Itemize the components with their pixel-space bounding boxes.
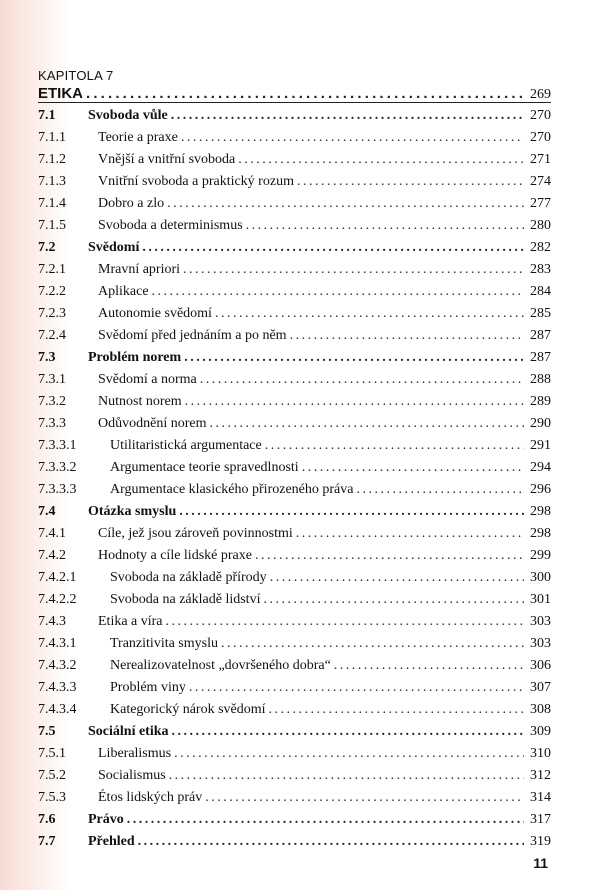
- toc-entry[interactable]: [38, 435, 551, 457]
- toc-entry-page: 312: [530, 768, 551, 783]
- toc-entry-title: Přehled: [88, 834, 135, 849]
- toc-entry[interactable]: [38, 171, 551, 193]
- dot-leader: [183, 259, 524, 281]
- dot-leader: [179, 501, 524, 523]
- toc-entry-number: 7.4.3.1: [38, 636, 77, 651]
- toc-entry-page: 294: [530, 460, 551, 475]
- toc-entry-page: 287: [530, 328, 551, 343]
- toc-entry-page: 283: [530, 262, 551, 277]
- dot-leader: [171, 105, 524, 127]
- toc-entry-number: 7.5: [38, 724, 56, 739]
- toc-entry[interactable]: [38, 567, 551, 589]
- toc-entry-page: 308: [530, 702, 551, 717]
- toc-entry-page: 289: [530, 394, 551, 409]
- toc-entry[interactable]: [38, 677, 551, 699]
- toc-entry-number: 7.1.3: [38, 174, 66, 189]
- toc-entry-page: 314: [530, 790, 551, 805]
- dot-leader: [166, 611, 524, 633]
- dot-leader: [142, 237, 524, 259]
- toc-entry[interactable]: [38, 831, 551, 853]
- toc-entry[interactable]: [38, 281, 551, 303]
- toc-entry-number: 7.5.2: [38, 768, 66, 783]
- toc-entry-title: Sociální etika: [88, 724, 169, 739]
- toc-entry-number: 7.4.2.1: [38, 570, 77, 585]
- toc-entry-page: 271: [530, 152, 551, 167]
- toc-entry-title: Svoboda vůle: [88, 108, 168, 123]
- toc-entry-number: 7.4.3.4: [38, 702, 77, 717]
- toc-entry[interactable]: [38, 479, 551, 501]
- toc-entry-page: 277: [530, 196, 551, 211]
- toc-entry-number: 7.4.3: [38, 614, 66, 629]
- dot-leader: [209, 413, 524, 435]
- toc-entry-title: Právo: [88, 812, 124, 827]
- toc-entry-number: 7.1.2: [38, 152, 66, 167]
- toc-entry[interactable]: [38, 699, 551, 721]
- dot-leader: [127, 809, 524, 831]
- toc-entry-title: Svoboda na základě lidství: [110, 592, 261, 607]
- toc-entry[interactable]: [38, 765, 551, 787]
- toc-entry-page: 288: [530, 372, 551, 387]
- toc-entry-number: 7.1.4: [38, 196, 66, 211]
- toc-entry-number: 7.2.2: [38, 284, 66, 299]
- toc-entry-number: 7.1: [38, 108, 56, 123]
- toc-entry-page: 310: [530, 746, 551, 761]
- dot-leader: [174, 743, 524, 765]
- dot-leader: [255, 545, 524, 567]
- toc-entry[interactable]: [38, 743, 551, 765]
- toc-entry-title: Autonomie svědomí: [98, 306, 212, 321]
- dot-leader: [189, 677, 524, 699]
- toc-entry-page: 282: [530, 240, 551, 255]
- toc-entry-title: Liberalismus: [98, 746, 172, 761]
- toc-entry-number: 7.7: [38, 834, 56, 849]
- toc-entry-number: 7.3.2: [38, 394, 66, 409]
- toc-entry[interactable]: [38, 237, 551, 259]
- toc-entry[interactable]: [38, 303, 551, 325]
- toc-entry[interactable]: [38, 611, 551, 633]
- toc-entry-title: Utilitaristická argumentace: [110, 438, 262, 453]
- dot-leader: [334, 655, 524, 677]
- dot-leader: [221, 633, 524, 655]
- toc-entry-page: 291: [530, 438, 551, 453]
- toc-entry-number: 7.3.3: [38, 416, 66, 431]
- dot-leader: [169, 765, 524, 787]
- toc-entry[interactable]: [38, 391, 551, 413]
- dot-leader: [185, 391, 524, 413]
- toc-entry[interactable]: [38, 149, 551, 171]
- toc-entry-number: 7.4: [38, 504, 56, 519]
- chapter-label: KAPITOLA 7: [38, 68, 114, 83]
- toc-entry-title: Svoboda na základě přírody: [110, 570, 267, 585]
- toc-entry-number: 7.1.5: [38, 218, 66, 233]
- toc-entry-title: Nerealizovatelnost „dovršeného dobra“: [110, 658, 331, 673]
- toc-entry-title: Otázka smyslu: [88, 504, 177, 519]
- dot-leader: [263, 589, 524, 611]
- toc-entry-title: Odůvodnění norem: [98, 416, 207, 431]
- toc-entry-page: 269: [530, 87, 551, 102]
- toc-entry-page: 306: [530, 658, 551, 673]
- toc-entry-title: Socialismus: [98, 768, 166, 783]
- toc-entry[interactable]: [38, 633, 551, 655]
- toc-entry-page: 287: [530, 350, 551, 365]
- toc-entry-page: 307: [530, 680, 551, 695]
- toc-entry-page: 290: [530, 416, 551, 431]
- dot-leader: [296, 523, 524, 545]
- dot-leader: [269, 699, 524, 721]
- toc-entry-title: Vnitřní svoboda a praktický rozum: [98, 174, 294, 189]
- toc-entry-number: 7.5.3: [38, 790, 66, 805]
- toc-entry-title: Hodnoty a cíle lidské praxe: [98, 548, 252, 563]
- chapter-title-rule: [38, 102, 551, 103]
- toc-entry-title: Nutnost norem: [98, 394, 182, 409]
- toc-entry-title: Aplikace: [98, 284, 149, 299]
- toc-entry[interactable]: [38, 809, 551, 831]
- dot-leader: [200, 369, 524, 391]
- toc-entry[interactable]: [38, 259, 551, 281]
- toc-entry-number: 7.4.2.2: [38, 592, 77, 607]
- toc-entry[interactable]: [38, 545, 551, 567]
- toc-entry-number: 7.2.1: [38, 262, 66, 277]
- toc-entry-number: 7.4.3.2: [38, 658, 77, 673]
- dot-leader: [265, 435, 524, 457]
- dot-leader: [238, 149, 524, 171]
- toc-entry-page: 274: [530, 174, 551, 189]
- toc-entry-number: 7.3.1: [38, 372, 66, 387]
- toc-entry-page: 270: [530, 130, 551, 145]
- toc-entry-number: 7.4.3.3: [38, 680, 77, 695]
- toc-entry-page: 296: [530, 482, 551, 497]
- toc-entry-page: 317: [530, 812, 551, 827]
- toc-entry[interactable]: [38, 457, 551, 479]
- toc-entry[interactable]: [38, 105, 551, 127]
- toc-entry-page: 300: [530, 570, 551, 585]
- toc-entry-page: 299: [530, 548, 551, 563]
- dot-leader: [181, 127, 524, 149]
- toc-entry-number: 7.2.4: [38, 328, 66, 343]
- toc-entry-page: 285: [530, 306, 551, 321]
- toc-entry-title: Problém viny: [110, 680, 186, 695]
- toc-entry-title: Cíle, jež jsou zároveň povinnostmi: [98, 526, 293, 541]
- toc-entry-page: 284: [530, 284, 551, 299]
- toc-entry-title: Mravní apriori: [98, 262, 181, 277]
- toc-entry-page: 319: [530, 834, 551, 849]
- toc-entry-number: 7.5.1: [38, 746, 66, 761]
- toc-entry[interactable]: [38, 413, 551, 435]
- toc-entry-title: Argumentace klasického přirozeného práva: [110, 482, 354, 497]
- dot-leader: [356, 479, 524, 501]
- toc-entry-title: Teorie a praxe: [98, 130, 178, 145]
- toc-entry-title: ETIKA: [38, 85, 83, 102]
- toc-entry[interactable]: [38, 325, 551, 347]
- toc-entry[interactable]: [38, 523, 551, 545]
- dot-leader: [297, 171, 524, 193]
- toc-entry-title: Problém norem: [88, 350, 182, 365]
- dot-leader: [290, 325, 524, 347]
- toc-entry-number: 7.1.1: [38, 130, 66, 145]
- toc-entry-title: Svědomí a norma: [98, 372, 197, 387]
- toc-entry-page: 309: [530, 724, 551, 739]
- toc-entry-page: 280: [530, 218, 551, 233]
- toc-entry-title: Argumentace teorie spravedlnosti: [110, 460, 299, 475]
- toc-entry[interactable]: [38, 655, 551, 677]
- toc-entry-title: Svědomí před jednáním a po něm: [98, 328, 287, 343]
- toc-entry-title: Vnější a vnitřní svoboda: [98, 152, 236, 167]
- dot-leader: [215, 303, 524, 325]
- toc-entry-page: 298: [530, 526, 551, 541]
- toc-entry[interactable]: [38, 347, 551, 369]
- toc-entry[interactable]: [38, 369, 551, 391]
- toc-entry-page: 301: [530, 592, 551, 607]
- toc-entry-title: Tranzitivita smyslu: [110, 636, 218, 651]
- toc-entry[interactable]: [38, 589, 551, 611]
- table-of-contents: [38, 83, 551, 853]
- toc-entry-number: 7.3.3.3: [38, 482, 77, 497]
- toc-entry[interactable]: [38, 721, 551, 743]
- toc-entry-title: Kategorický nárok svědomí: [110, 702, 266, 717]
- toc-entry-page: 303: [530, 614, 551, 629]
- toc-entry-number: 7.2: [38, 240, 56, 255]
- toc-entry-number: 7.3: [38, 350, 56, 365]
- dot-leader: [138, 831, 524, 853]
- toc-entry-title: Svědomí: [88, 240, 140, 255]
- dot-leader: [167, 193, 524, 215]
- toc-entry-number: 7.3.3.1: [38, 438, 77, 453]
- toc-entry[interactable]: [38, 787, 551, 809]
- dot-leader: [302, 457, 524, 479]
- toc-entry-title: Etika a víra: [98, 614, 163, 629]
- toc-entry-title: Dobro a zlo: [98, 196, 165, 211]
- toc-entry-title: Étos lidských práv: [98, 790, 203, 805]
- toc-entry-number: 7.6: [38, 812, 56, 827]
- toc-entry[interactable]: [38, 215, 551, 237]
- toc-entry[interactable]: [38, 127, 551, 149]
- dot-leader: [205, 787, 524, 809]
- toc-entry-number: 7.4.1: [38, 526, 66, 541]
- dot-leader: [184, 347, 524, 369]
- toc-entry[interactable]: [38, 501, 551, 523]
- toc-entry-number: 7.2.3: [38, 306, 66, 321]
- dot-leader: [246, 215, 524, 237]
- toc-entry-page: 303: [530, 636, 551, 651]
- dot-leader: [270, 567, 524, 589]
- toc-entry-title: Svoboda a determinismus: [98, 218, 243, 233]
- toc-entry-page: 270: [530, 108, 551, 123]
- toc-entry-number: 7.3.3.2: [38, 460, 77, 475]
- dot-leader: [172, 721, 524, 743]
- toc-entry-number: 7.4.2: [38, 548, 66, 563]
- dot-leader: [152, 281, 524, 303]
- page-number: 11: [533, 855, 548, 871]
- toc-entry[interactable]: [38, 193, 551, 215]
- toc-entry-page: 298: [530, 504, 551, 519]
